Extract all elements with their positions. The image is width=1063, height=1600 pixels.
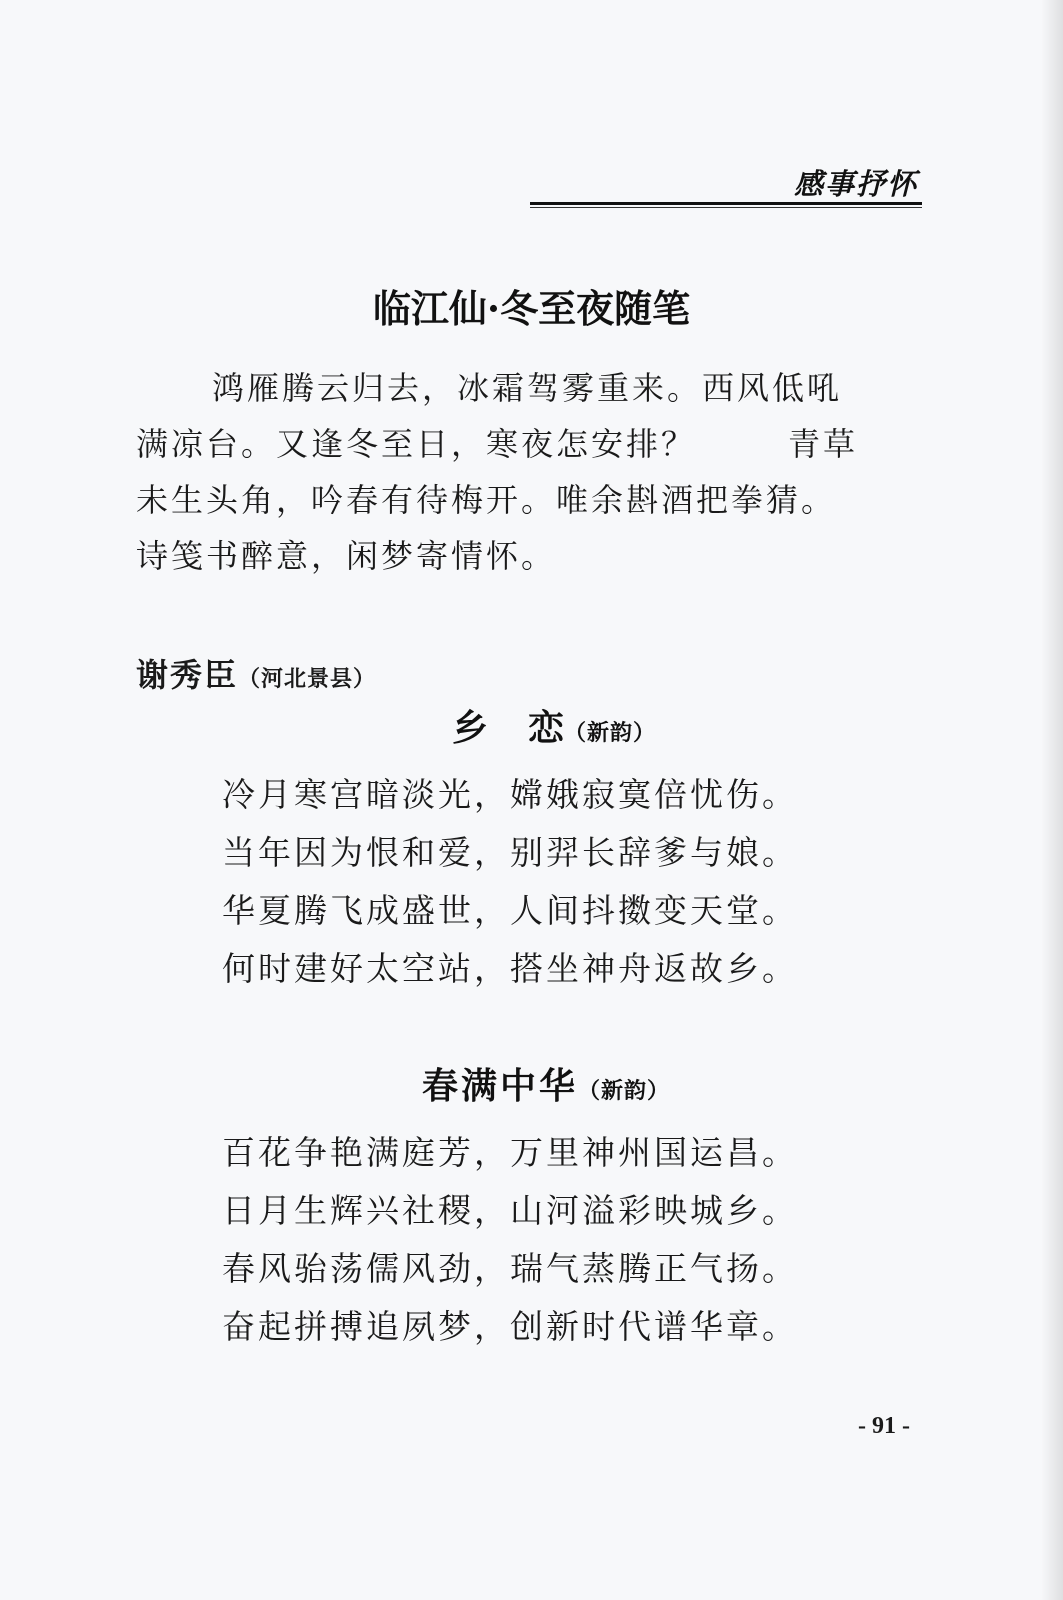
poem-body-linjiangxian xyxy=(136,360,936,584)
poem-body-xianglian xyxy=(222,766,798,998)
author-name: 谢秀臣 xyxy=(136,656,239,694)
poem-line: 满凉台。又逢冬至日，寒夜怎安排？ 青草 xyxy=(136,425,859,463)
poem-line: 冷月寒宫暗淡光，嫦娥寂寞倍忧伤。 xyxy=(222,775,798,814)
poem-line: 奋起拼搏追夙梦，创新时代谱华章。 xyxy=(222,1307,798,1346)
poem-title-linjiangxian: 临江仙·冬至夜随笔 xyxy=(372,286,691,331)
rhyme-note: （新韵） xyxy=(578,1078,671,1104)
rhyme-note: （新韵） xyxy=(564,720,657,746)
author-location: （河北景县） xyxy=(238,666,377,692)
poem-line: 日月生辉兴社稷，山河溢彩映城乡。 xyxy=(222,1191,798,1230)
poem-line: 未生头角，吟春有待梅开。唯余斟酒把拳猜。 xyxy=(136,481,837,519)
header-rule xyxy=(530,202,922,205)
page-edge-shadow xyxy=(1041,0,1063,1600)
poem-line: 春风骀荡儒风劲，瑞气蒸腾正气扬。 xyxy=(222,1249,798,1288)
header-rule-thin xyxy=(530,207,922,208)
author-line xyxy=(136,650,376,696)
poem-line: 鸿雁腾云归去，冰霜驾雾重来。西风低吼 xyxy=(212,369,843,407)
poem-title-xianglian: 乡恋（新韵） xyxy=(452,707,657,749)
poem-line: 当年因为恨和爱，别羿长辞爹与娘。 xyxy=(222,833,798,872)
poem-line: 诗笺书醉意，闲梦寄情怀。 xyxy=(136,537,557,575)
poem-line: 华夏腾飞成盛世，人间抖擞变天堂。 xyxy=(222,891,798,930)
section-header: 感事抒怀 xyxy=(793,167,918,201)
poem-title-chunmanzhonghua: 春满中华（新韵） xyxy=(422,1065,671,1107)
poem-line: 何时建好太空站，搭坐神舟返故乡。 xyxy=(222,949,798,988)
page-number: - 91 - xyxy=(858,1413,910,1439)
poem-body-chunmanzhonghua xyxy=(222,1124,798,1356)
poem-line: 百花争艳满庭芳，万里神州国运昌。 xyxy=(222,1133,798,1172)
